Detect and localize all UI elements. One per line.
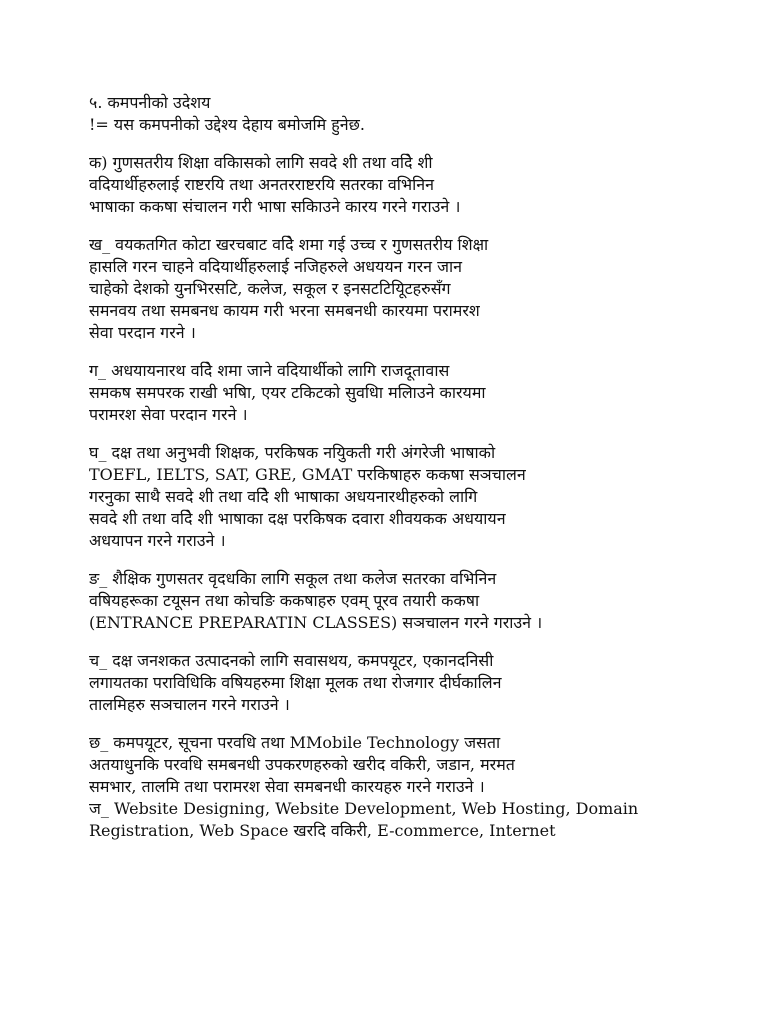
paragraph-line: समभार, तालमि तथा परामरश सेवा समबनधी कारयहरु गरने गराउने ।	[89, 777, 485, 796]
paragraph-line: Registration, Web Space खरदि वकिरी, E-commerce, Internet	[89, 821, 556, 840]
paragraph-line: लगायतका पराविधिकि वषियहरुमा शिक्षा मूलक तथा रोजगार दीर्घकालिन	[89, 673, 502, 692]
document-body	[89, 92, 689, 842]
paragraph-line: समनवय तथा समबनध कायम गरी भरना समबनधी कारयमा परामरश	[89, 301, 480, 320]
paragraph-line: अधयापन गरने गराउने ।	[89, 531, 226, 550]
paragraph-line: सवदे शी तथा वदिे शी भाषाका दक्ष परकिषक दवारा शीवयकक अधयायन	[89, 509, 506, 528]
paragraph-ka	[89, 152, 689, 218]
paragraph-ga	[89, 360, 689, 426]
paragraph-line: भाषाका ककषा संचालन गरी भाषा सकिाउने कारय गरने गराउने ।	[89, 197, 461, 216]
paragraph-line: वषियहरूका टयूसन तथा कोचङि ककषाहरु एवम् पूरव तयारी ककषा	[89, 591, 480, 610]
paragraph-line: TOEFL, IELTS, SAT, GRE, GMAT परकिषाहरु ककषा सञचालन	[89, 465, 526, 484]
paragraph-line: वदियार्थीहरुलाई राष्टरयि तथा अनतरराष्टरयि सतरका वभिनिन	[89, 175, 435, 194]
section-heading	[89, 92, 689, 136]
paragraph-line: क) गुणसतरीय शिक्षा वकिासको लागि सवदे शी तथा वदिे शी	[89, 153, 433, 172]
paragraph-line: गरनुका साथै सवदे शी तथा वदिे शी भाषाका अधयनारथीहरुको लागि	[89, 487, 478, 506]
paragraph-chha	[89, 732, 689, 842]
paragraph-line: ज_ Website Designing, Website Development, Web Hosting, Domain	[89, 799, 639, 818]
paragraph-line: ग_ अधयायनारथ वदिे शमा जाने वदियार्थीको लागि राजदूतावास	[89, 361, 450, 380]
paragraph-line: चाहेको देशको युनभिरसटि, कलेज, सकूल र इनसटटियिूटहरुसँग	[89, 279, 451, 298]
paragraph-gha	[89, 442, 689, 552]
paragraph-line: तालमिहरु सञचालन गरने गराउने ।	[89, 695, 290, 714]
paragraph-kha	[89, 234, 689, 344]
paragraph-line: समकष समपरक राखी भषिा, एयर टकिटको सुवधिा मलिाउने कारयमा	[89, 383, 486, 402]
heading-line: != यस कमपनीको उद्देश्य देहाय बमोजमि हुनेछ.	[89, 115, 365, 134]
paragraph-cha	[89, 650, 689, 716]
paragraph-line: हासलि गरन चाहने वदियार्थीहरुलाई नजिहरुले अधययन गरन जान	[89, 257, 463, 276]
paragraph-line: च_ दक्ष जनशकत उत्पादनको लागि सवासथय, कमपयूटर, एकानदनिसी	[89, 651, 494, 670]
paragraph-line: घ_ दक्ष तथा अनुभवी शिक्षक, परकिषक नयिुकती गरी अंगरेजी भाषाको	[89, 443, 496, 462]
paragraph-line: सेवा परदान गरने ।	[89, 323, 196, 342]
paragraph-line: (ENTRANCE PREPARATIN CLASSES) सञचालन गरने गराउने ।	[89, 613, 543, 632]
heading-line: ५. कमपनीको उदेशय	[89, 93, 211, 112]
paragraph-line: छ_ कमपयूटर, सूचना परवधि तथा MMobile Technology जसता	[89, 733, 501, 752]
paragraph-line: अतयाधुनकि परवधि समबनधी उपकरणहरुको खरीद वकिरी, जडान, मरमत	[89, 755, 515, 774]
paragraph-line: ख_ वयकतगित कोटा खरचबाट वदिे शमा गई उच्च र गुणसतरीय शिक्षा	[89, 235, 489, 254]
paragraph-nga	[89, 568, 689, 634]
paragraph-line: परामरश सेवा परदान गरने ।	[89, 405, 248, 424]
paragraph-line: ङ_ शैक्षिक गुणसतर वृदधकिा लागि सकूल तथा कलेज सतरका वभिनिन	[89, 569, 497, 588]
